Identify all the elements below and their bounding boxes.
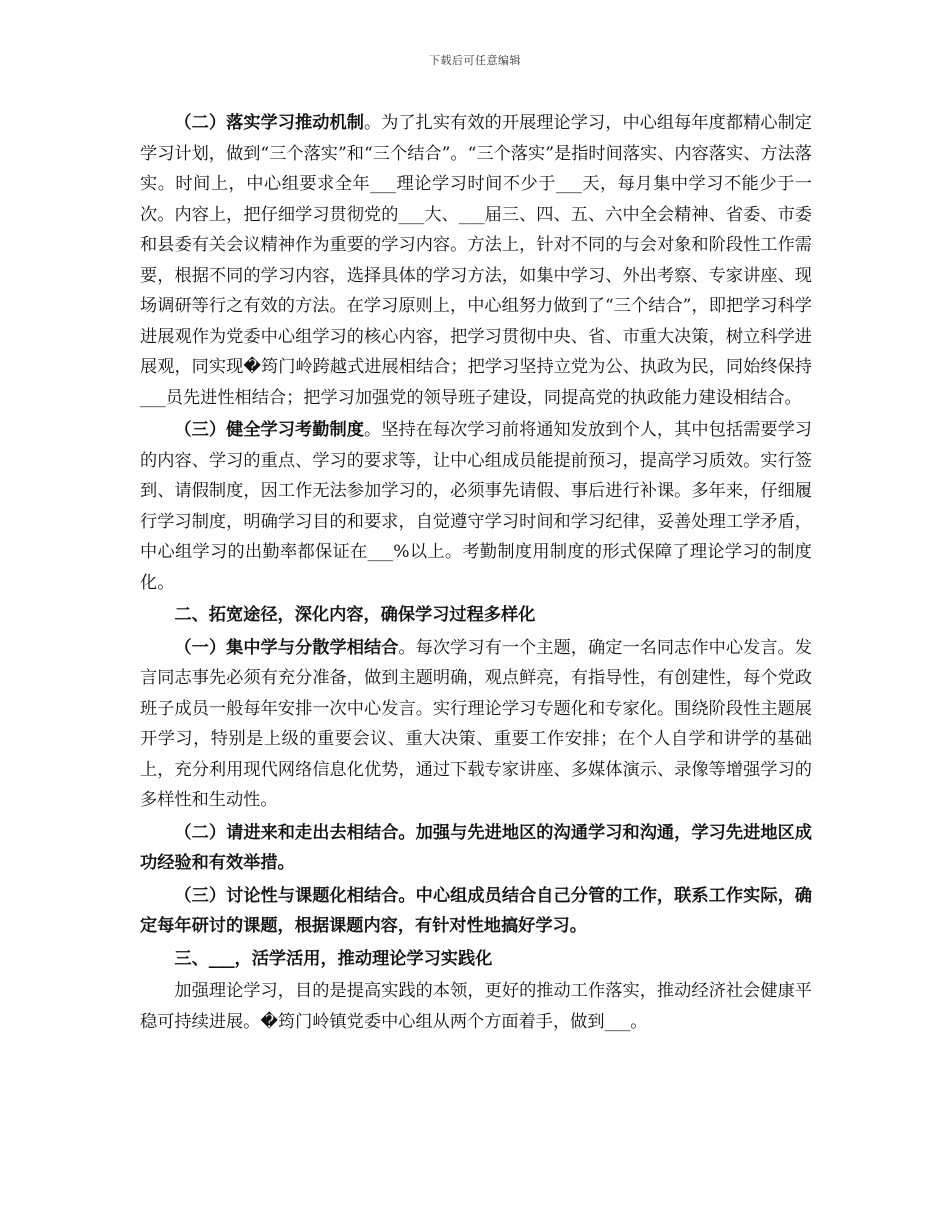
- paragraph-discussion-topics: （三）讨论性与课题化相结合。中心组成员结合自己分管的工作，联系工作实际，确定每年研讨的课题，根据课题内容，有针对性地搞好学习。: [140, 885, 812, 936]
- document-body: [140, 108, 812, 1037]
- paragraph-text: 。坚持在每次学习前将通知发放到个人，其中包括需要学习的内容、学习的重点、学习的要求等，让中心组成员能提前预习，提高学习质效。实行签到、请假制度，因工作无法参加学习的，必须事先请假、事后进行补课。多年来，仔细履行学习制度，明确学习目的和要求，自觉遵守学习时间和学习纪律，妥善处理工学矛盾，中心组学习的出勤率都保证在___%以上。考勤制度用制度的形式保障了理论学习的制度化。: [140, 420, 812, 593]
- paragraph-centralized-learning: [140, 633, 812, 816]
- paragraph-heading: （二）落实学习推动机制: [174, 113, 364, 133]
- page-header: 下载后可任意编辑: [429, 54, 521, 67]
- paragraph-text: 。每次学习有一个主题，确定一名同志作中心发言。发言同志事先必须有充分准备，做到主题明确，观点鲜亮，有指导性，有创建性，每个党政班子成员一般每年安排一次中心发言。实行理论学习专题化和专家化。围绕阶段性主题展开学习，特别是上级的重要会议、重大决策、重要工作安排；在个人自学和讲学的基础上，充分利用现代网络信息化优势，通过下载专家讲座、多媒体演示、录像等增强学习的多样性和生动性。: [140, 637, 812, 810]
- paragraph-heading: （三）健全学习考勤制度: [174, 420, 364, 440]
- paragraph-text: 。为了扎实有效的开展理论学习，中心组每年度都精心制定学习计划，做到“三个落实”和“三个结合”。“三个落实”是指时间落实、内容落实、方法落实。时间上，中心组要求全年___理论学习时间不少于___天，每月集中学习不能少于一次。内容上，把仔细学习贯彻党的___大、___届三、四、五、六中全会精神、省委、市委和县委有关会议精神作为重要的学习内容。方法上，针对不同的与会对象和阶段性工作需要，根据不同的学习内容，选择具体的学习方法，如集中学习、外出考察、专家讲座、现场调研等行之有效的方法。在学习原则上，中心组努力做到了“三个结合”，即把学习科学进展观作为党委中心组学习的核心内容，把学习贯彻中央、省、市重大决策，树立科学进展观，同实现�筠门岭跨越式进展相结合；把学习坚持立党为公、执政为民，同始终保持___员先进性相结合；把学习加强党的领导班子建设，同提高党的执政能力建设相结合。: [140, 113, 812, 408]
- paragraph-learning-mechanism: [140, 108, 812, 413]
- paragraph-invite-and-visit: （二）请进来和走出去相结合。加强与先进地区的沟通学习和沟通，学习先进地区成功经验和有效举措。: [140, 822, 812, 873]
- section-heading-3: 三、___，活学活用，推动理论学习实践化: [174, 948, 493, 969]
- paragraph-practice: 加强理论学习，目的是提高实践的本领，更好的推动工作落实，推动经济社会健康平稳可持续进展。�筠门岭镇党委中心组从两个方面着手，做到___。: [140, 981, 812, 1032]
- section-heading-2: 二、拓宽途径，深化内容，确保学习过程多样化: [174, 605, 536, 625]
- paragraph-attendance-system: [140, 415, 812, 598]
- paragraph-heading: （一）集中学与分散学相结合: [174, 637, 399, 658]
